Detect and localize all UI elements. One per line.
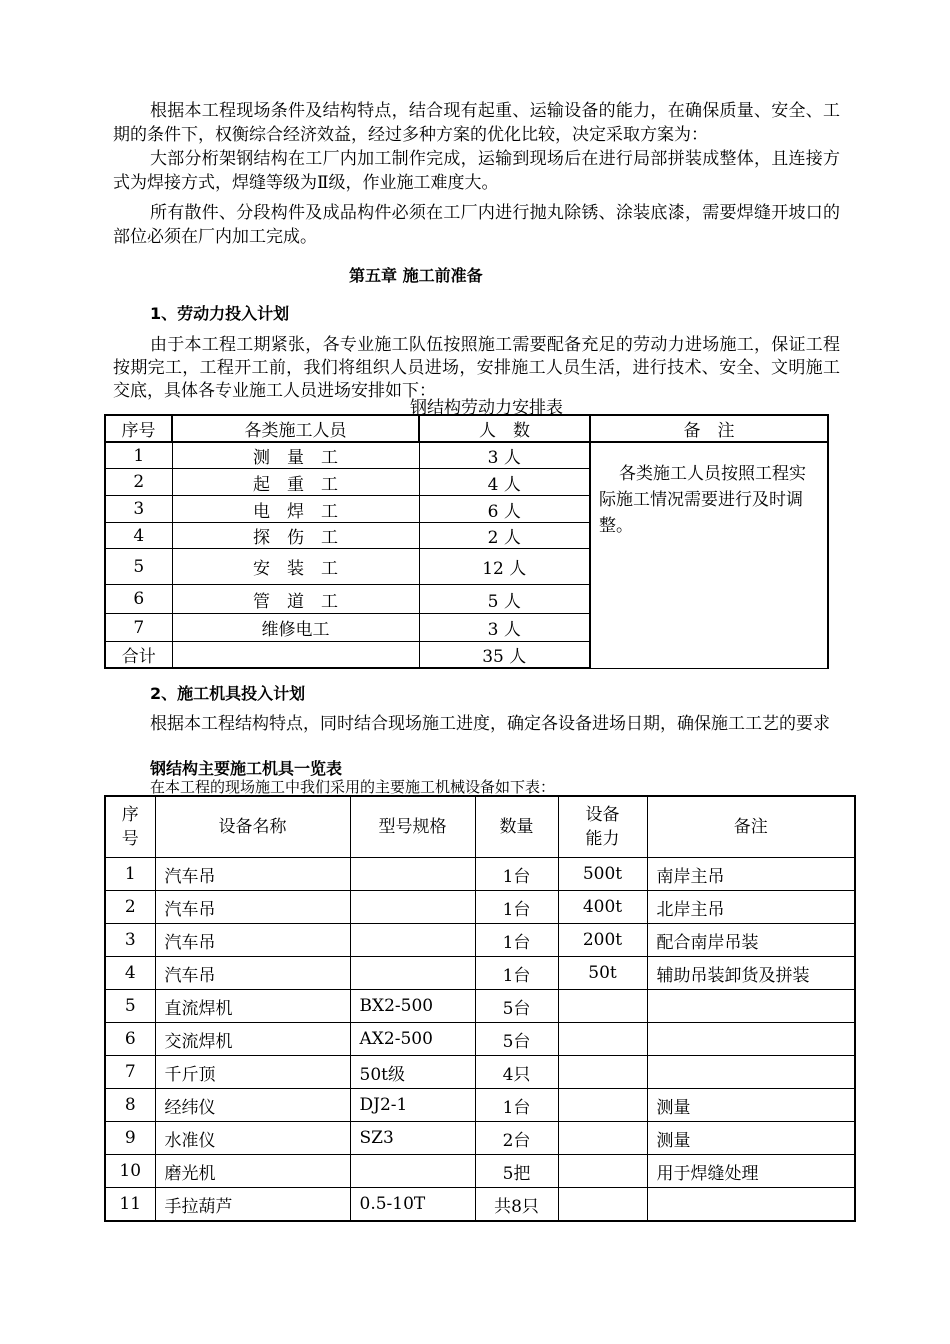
cell-capacity: 400t — [558, 891, 647, 924]
cell-index: 8 — [105, 1089, 155, 1122]
cell-index: 6 — [105, 1023, 155, 1056]
cell-count: 2 人 — [419, 523, 590, 549]
cell-remark: 南岸主吊 — [647, 858, 855, 891]
cell-index: 7 — [105, 614, 172, 642]
cell-quantity: 1台 — [475, 1089, 558, 1122]
table-row — [105, 1122, 855, 1155]
cell-model: DJ2-1 — [350, 1089, 475, 1122]
cell-remark: 辅助吊装卸货及拼装 — [647, 957, 855, 990]
cell-equipment-name: 手拉葫芦 — [155, 1188, 350, 1222]
table-row — [105, 1023, 855, 1056]
cell-index: 3 — [105, 496, 172, 523]
cell-index: 1 — [105, 442, 172, 469]
table-row — [105, 891, 855, 924]
cell-remark — [647, 1023, 855, 1056]
table-row — [105, 858, 855, 891]
cell-count: 4 人 — [419, 469, 590, 496]
table-row — [105, 1188, 855, 1222]
cell-total-label: 合计 — [105, 642, 172, 669]
cell-index: 9 — [105, 1122, 155, 1155]
cell-quantity: 1台 — [475, 891, 558, 924]
cell-remark — [647, 1188, 855, 1222]
cell-index: 2 — [105, 469, 172, 496]
section-1-paragraph: 由于本工程工期紧张，各专业施工队伍按照施工需要配备充足的劳动力进场施工，保证工程按期完工，工程开工前，我们将组织人员进场，安排施工人员生活，进行技术、安全、文明施工交底，具体各专业施工人员进场安排如下： — [113, 335, 840, 401]
cell-index: 5 — [105, 549, 172, 585]
cell-index: 7 — [105, 1056, 155, 1089]
equipment-table-intro: 在本工程的现场施工中我们采用的主要施工机械设备如下表： — [150, 778, 556, 796]
cell-index: 4 — [105, 523, 172, 549]
equipment-table-header — [105, 796, 855, 858]
labor-table-header — [105, 415, 828, 442]
cell-equipment-name: 交流焊机 — [155, 1023, 350, 1056]
table-row — [105, 990, 855, 1023]
cell-worker-type: 电 焊 工 — [172, 496, 419, 523]
cell-capacity — [558, 1023, 647, 1056]
table-row — [105, 924, 855, 957]
table-row — [105, 442, 828, 469]
cell-model — [350, 924, 475, 957]
cell-remark: 测量 — [647, 1089, 855, 1122]
cell-count: 12 人 — [419, 549, 590, 585]
cell-equipment-name: 汽车吊 — [155, 858, 350, 891]
cell-model — [350, 891, 475, 924]
cell-capacity: 50t — [558, 957, 647, 990]
cell-worker-type: 探 伤 工 — [172, 523, 419, 549]
equipment-table — [104, 795, 856, 1222]
intro-paragraph-3: 所有散件、分段构件及成品构件必须在工厂内进行抛丸除锈、涂装底漆，需要焊缝开坡口的部位必须在厂内加工完成。 — [113, 203, 840, 247]
labor-table — [104, 414, 829, 669]
header-cell: 备 注 — [590, 415, 828, 442]
cell-index: 6 — [105, 585, 172, 614]
labor-note: 各类施工人员按照工程实际施工情况需要进行及时调整。 — [590, 442, 828, 668]
cell-quantity: 2台 — [475, 1122, 558, 1155]
cell-worker-type: 管 道 工 — [172, 585, 419, 614]
cell-quantity: 5台 — [475, 1023, 558, 1056]
header-cell: 数量 — [475, 796, 558, 858]
header-cell: 序号 — [105, 415, 172, 442]
header-cell: 设备名称 — [155, 796, 350, 858]
cell-capacity — [558, 1122, 647, 1155]
cell-remark: 北岸主吊 — [647, 891, 855, 924]
cell-model: 50t级 — [350, 1056, 475, 1089]
cell-index: 3 — [105, 924, 155, 957]
cell-capacity: 500t — [558, 858, 647, 891]
table-row — [105, 1056, 855, 1089]
cell-model: SZ3 — [350, 1122, 475, 1155]
cell-equipment-name: 千斤顶 — [155, 1056, 350, 1089]
table-row — [105, 1155, 855, 1188]
cell-worker-type: 维修电工 — [172, 614, 419, 642]
section-2-paragraph: 根据本工程结构特点，同时结合现场施工进度，确定各设备进场日期，确保施工工艺的要求 — [150, 714, 830, 734]
cell-index: 4 — [105, 957, 155, 990]
header-cell — [105, 796, 155, 858]
cell-remark — [647, 990, 855, 1023]
cell-equipment-name: 汽车吊 — [155, 891, 350, 924]
header-cell: 各类施工人员 — [172, 415, 419, 442]
header-cell-text: 设备能力 — [585, 805, 620, 849]
cell-count: 5 人 — [419, 585, 590, 614]
cell-count: 3 人 — [419, 614, 590, 642]
cell-capacity — [558, 1188, 647, 1222]
cell-index: 11 — [105, 1188, 155, 1222]
cell-index: 10 — [105, 1155, 155, 1188]
cell-worker-type: 起 重 工 — [172, 469, 419, 496]
equipment-table-title: 钢结构主要施工机具一览表 — [150, 759, 343, 778]
cell-equipment-name: 汽车吊 — [155, 957, 350, 990]
intro-paragraph-1: 根据本工程现场条件及结构特点，结合现有起重、运输设备的能力，在确保质量、安全、工期的条件下，权衡综合经济效益，经过多种方案的优化比较，决定采取方案为： — [113, 101, 840, 145]
cell-model: BX2-500 — [350, 990, 475, 1023]
cell-capacity — [558, 1089, 647, 1122]
cell-model: 0.5-10T — [350, 1188, 475, 1222]
cell-index: 2 — [105, 891, 155, 924]
cell-index: 1 — [105, 858, 155, 891]
cell-capacity: 200t — [558, 924, 647, 957]
header-cell: 型号规格 — [350, 796, 475, 858]
cell-equipment-name: 汽车吊 — [155, 924, 350, 957]
cell-quantity: 1台 — [475, 924, 558, 957]
cell-model — [350, 1155, 475, 1188]
cell-remark — [647, 1056, 855, 1089]
section-2-heading: 2、施工机具投入计划 — [150, 684, 306, 703]
cell-capacity — [558, 1155, 647, 1188]
cell-quantity: 4只 — [475, 1056, 558, 1089]
header-cell — [558, 796, 647, 858]
header-cell: 备注 — [647, 796, 855, 858]
cell-remark: 测量 — [647, 1122, 855, 1155]
cell-total-count: 35 人 — [419, 642, 590, 669]
cell-worker-type: 安 装 工 — [172, 549, 419, 585]
cell-capacity — [558, 1056, 647, 1089]
cell-model: AX2-500 — [350, 1023, 475, 1056]
cell-quantity: 共8只 — [475, 1188, 558, 1222]
cell-equipment-name: 水准仪 — [155, 1122, 350, 1155]
cell-quantity: 5台 — [475, 990, 558, 1023]
cell-model — [350, 858, 475, 891]
cell-index: 5 — [105, 990, 155, 1023]
header-cell-text: 序号 — [121, 805, 139, 849]
cell-quantity: 1台 — [475, 858, 558, 891]
cell-capacity — [558, 990, 647, 1023]
cell-count: 6 人 — [419, 496, 590, 523]
cell-remark: 配合南岸吊装 — [647, 924, 855, 957]
intro-paragraph-2: 大部分桁架钢结构在工厂内加工制作完成，运输到现场后在进行局部拼装成整体，且连接方式为焊接方式，焊缝等级为Ⅱ级，作业施工难度大。 — [113, 149, 840, 193]
header-cell: 人 数 — [419, 415, 590, 442]
cell-equipment-name: 经纬仪 — [155, 1089, 350, 1122]
table-row — [105, 1089, 855, 1122]
labor-table-caption: 钢结构劳动力安排表 — [410, 398, 563, 418]
table-row — [105, 957, 855, 990]
cell-count: 3 人 — [419, 442, 590, 469]
cell-worker-type: 测 量 工 — [172, 442, 419, 469]
cell-quantity: 1台 — [475, 957, 558, 990]
cell-equipment-name: 直流焊机 — [155, 990, 350, 1023]
cell-model — [350, 957, 475, 990]
chapter-title: 第五章 施工前准备 — [349, 266, 483, 285]
cell-quantity: 5把 — [475, 1155, 558, 1188]
cell-equipment-name: 磨光机 — [155, 1155, 350, 1188]
cell-total-empty — [172, 642, 419, 669]
cell-remark: 用于焊缝处理 — [647, 1155, 855, 1188]
section-1-heading: 1、劳动力投入计划 — [150, 304, 290, 323]
